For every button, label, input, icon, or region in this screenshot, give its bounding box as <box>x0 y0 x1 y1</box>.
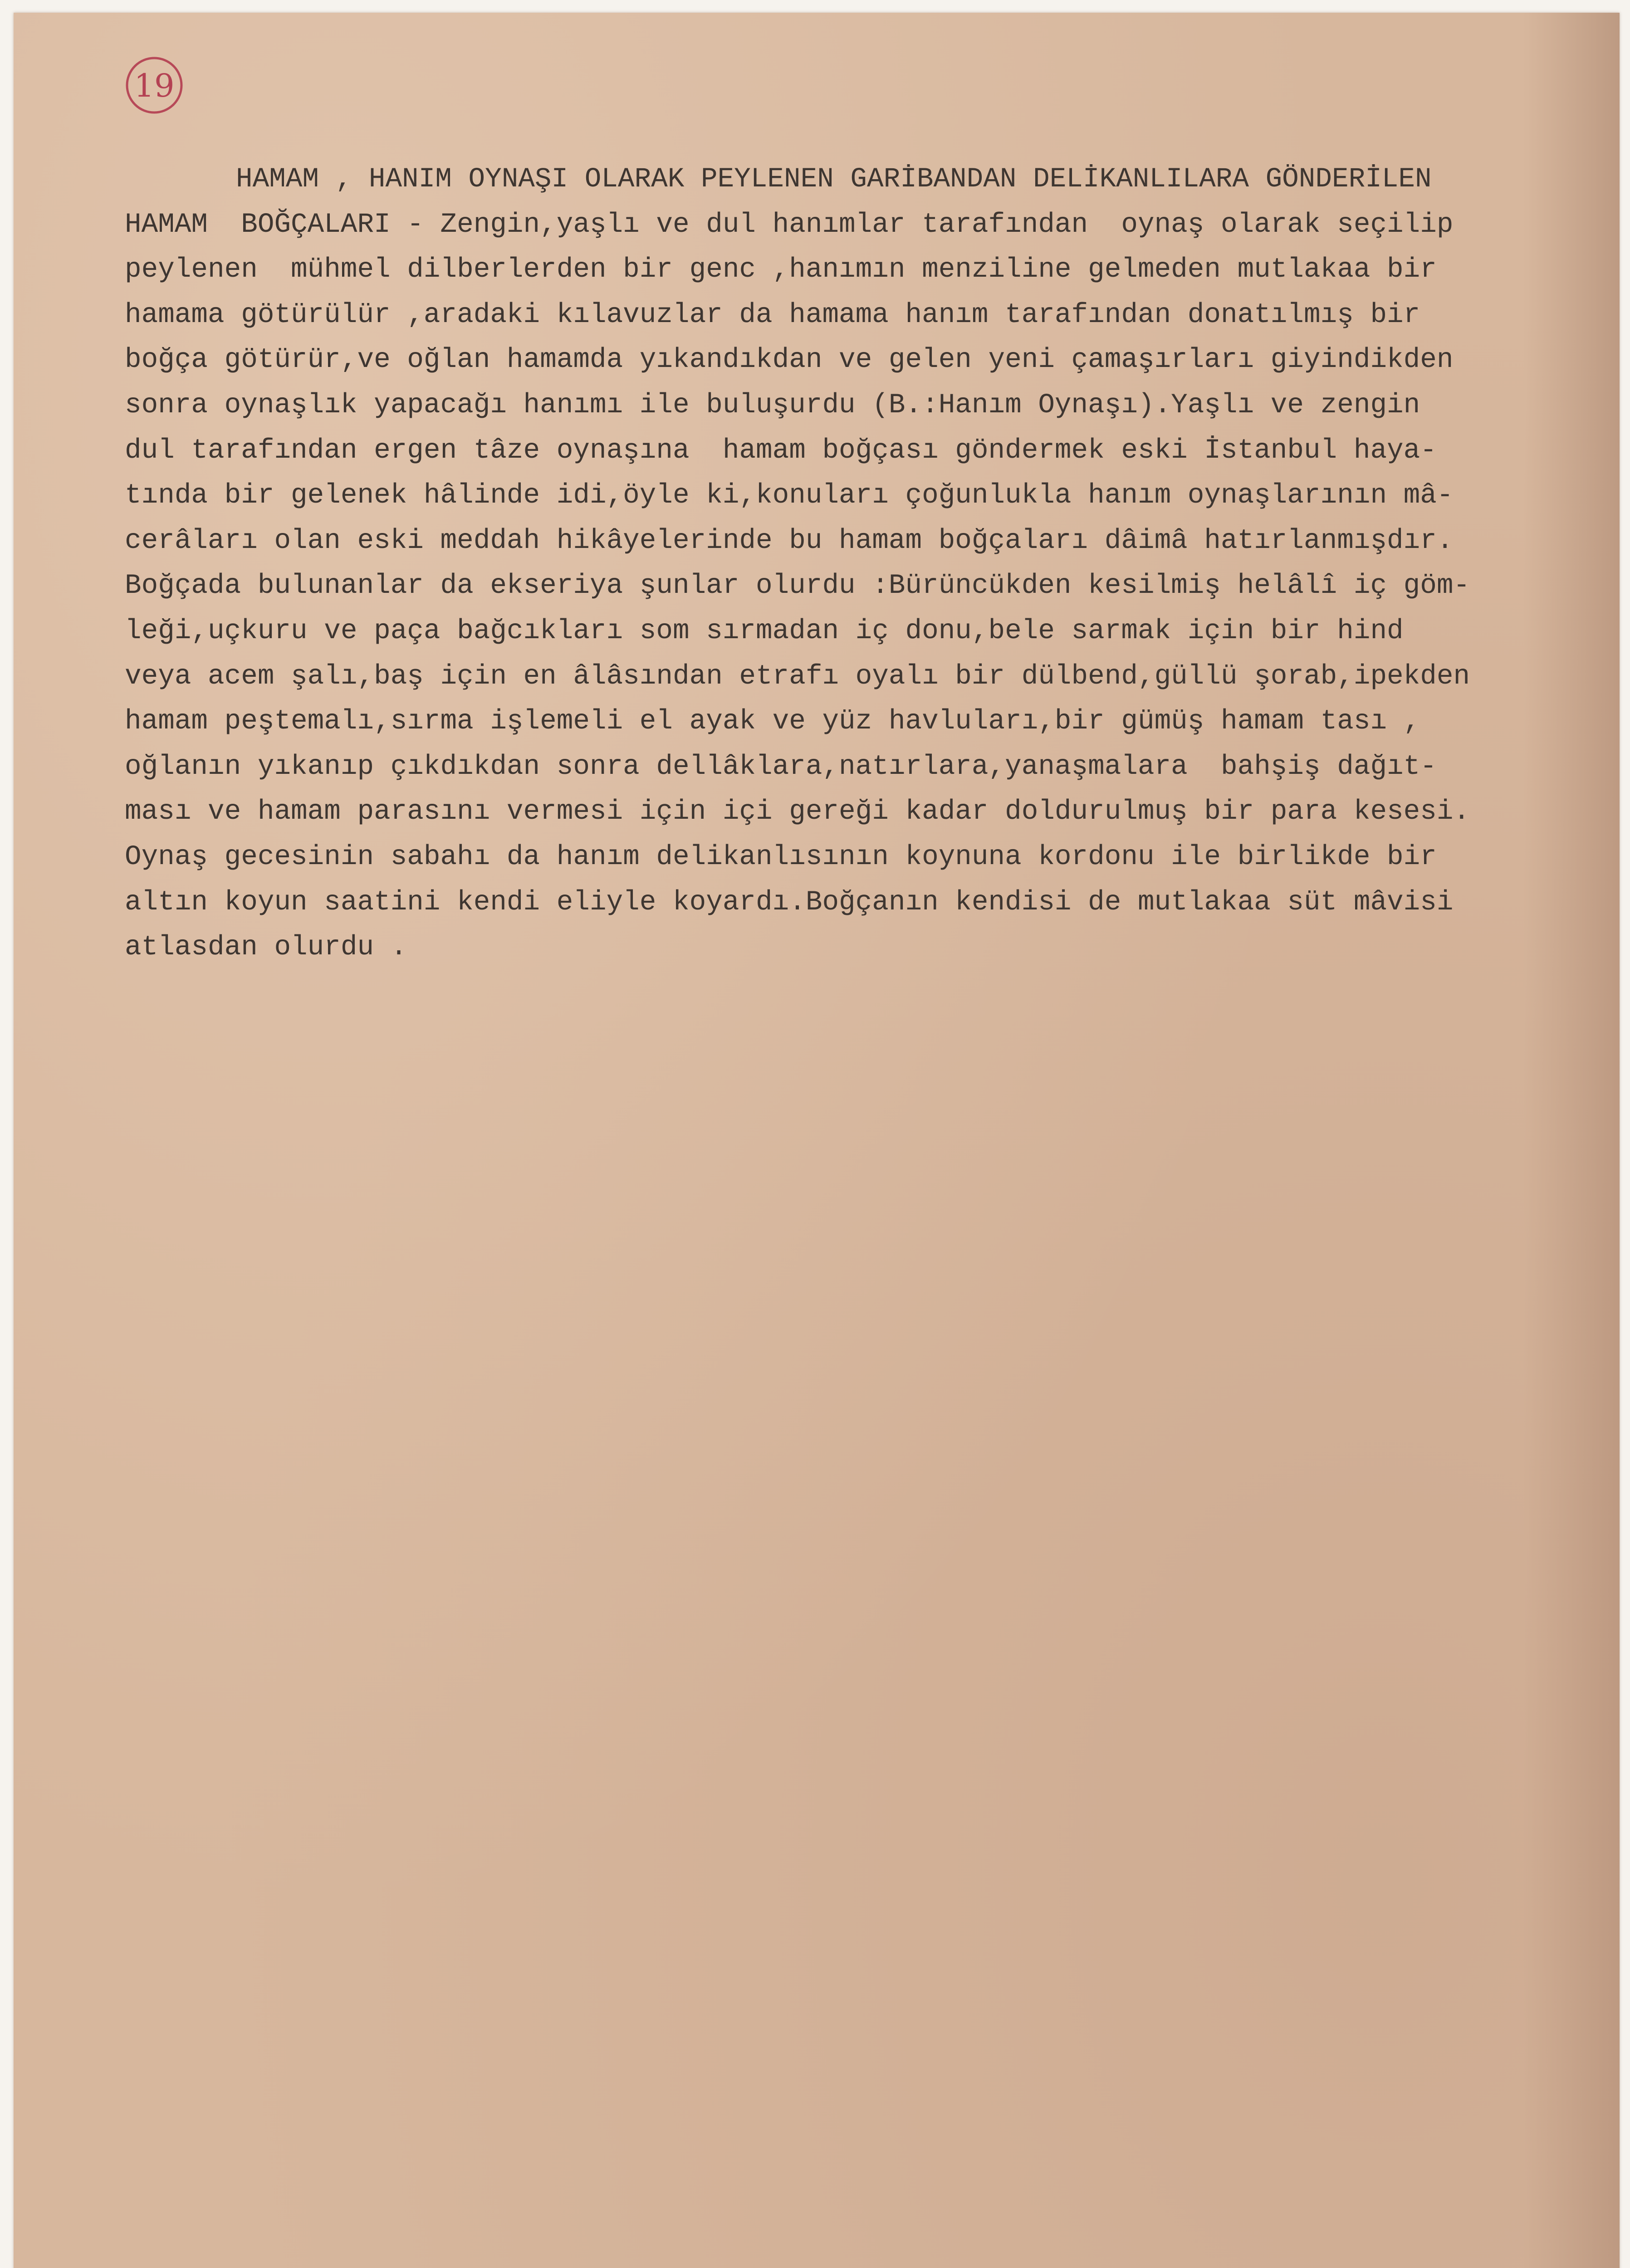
text-line: boğça götürür,ve oğlan hamamda yıkandıkdan ve gelen yeni çamaşırları giyindikden <box>125 344 1454 376</box>
paper-sheet <box>14 13 1620 2268</box>
text-line: tında bir gelenek hâlinde idi,öyle ki,konuları çoğunlukla hanım oynaşlarının mâ- <box>125 480 1454 512</box>
text-line: cerâları olan eski meddah hikâyelerinde bu hamam boğçaları dâimâ hatırlanmışdır. <box>125 525 1454 557</box>
folio-mark-stamp <box>120 51 188 119</box>
text-line: Oynaş gecesinin sabahı da hanım delikanlısının koynuna kordonu ile birlikde bir <box>125 841 1437 873</box>
text-line: altın koyun saatini kendi eliyle koyardı.Boğçanın kendisi de mutlakaa süt mâvisi <box>125 886 1454 918</box>
text-line: HAMAM BOĞÇALARI - Zengin,yaşlı ve dul hanımlar tarafından oynaş olarak seçilip <box>125 209 1454 240</box>
text-line: sonra oynaşlık yapacağı hanımı ile buluşurdu (B.:Hanım Oynaşı).Yaşlı ve zengin <box>125 389 1420 421</box>
text-line: peylenen mühmel dilberlerden bir genc ,hanımın menziline gelmeden mutlakaa bir <box>125 254 1437 286</box>
document-heading-line: HAMAM , HANIM OYNAŞI OLARAK PEYLENEN GARİBANDAN DELİKANLILARA GÖNDERİLEN <box>236 164 1432 195</box>
text-line: dul tarafından ergen tâze oynaşına hamam boğçası göndermek eski İstanbul haya- <box>125 435 1437 466</box>
text-line: hamam peştemalı,sırma işlemeli el ayak ve yüz havluları,bir gümüş hamam tası , <box>125 706 1420 738</box>
text-line: hamama götürülür ,aradaki kılavuzlar da hamama hanım tarafından donatılmış bir <box>125 299 1420 331</box>
text-line: atlasdan olurdu . <box>125 932 407 963</box>
text-line: oğlanın yıkanıp çıkdıkdan sonra dellâklara,natırlara,yanaşmalara bahşiş dağıt- <box>125 751 1437 782</box>
text-line: ması ve hamam parasını vermesi için içi gereği kadar doldurulmuş bir para kesesi. <box>125 796 1470 828</box>
text-line: leği,uçkuru ve paça bağcıkları som sırmadan iç donu,bele sarmak için bir hind <box>125 615 1404 647</box>
folio-mark: 19 <box>134 67 175 104</box>
document-body <box>125 157 1630 970</box>
text-line: Boğçada bulunanlar da ekseriya şunlar olurdu :Bürüncükden kesilmiş helâlî iç göm- <box>125 570 1470 602</box>
text-line: veya acem şalı,baş için en âlâsından etrafı oyalı bir dülbend,güllü şorab,ipekden <box>125 660 1470 692</box>
